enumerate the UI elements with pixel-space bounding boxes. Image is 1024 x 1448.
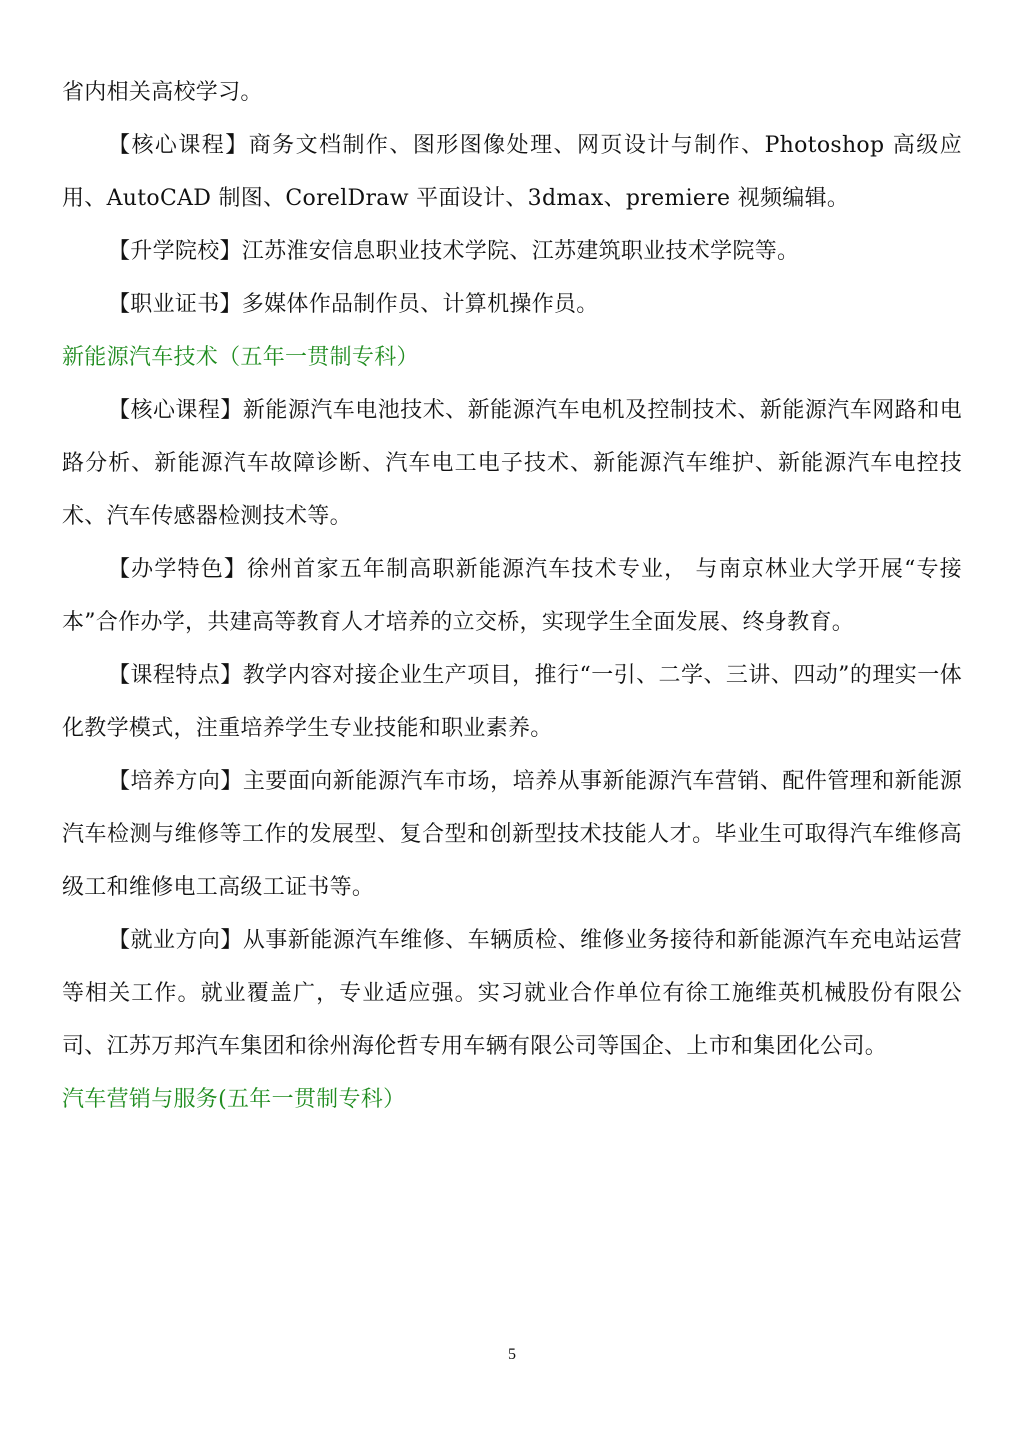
page-number: 5 [508, 1346, 516, 1363]
paragraph-course-features: 【课程特点】教学内容对接企业生产项目，推行“一引、二学、三讲、四动”的理实一体化教学模式，注重培养学生专业技能和职业素养。 [62, 663, 962, 741]
paragraph-school-features: 【办学特色】徐州首家五年制高职新能源汽车技术专业， 与南京林业大学开展“专接本”合作办学，共建高等教育人才培养的立交桥，实现学生全面发展、终身教育。 [62, 557, 962, 635]
paragraph-certificates: 【职业证书】多媒体作品制作员、计算机操作员。 [108, 292, 599, 317]
paragraph-employment-direction: 【就业方向】从事新能源汽车维修、车辆质检、维修业务接待和新能源汽车充电站运营等相关工作。就业覆盖广，专业适应强。实习就业合作单位有徐工施维英机械股份有限公司、江苏万邦汽车集团和徐州海伦哲专用车辆有限公司等国企、上市和集团化公司。 [62, 928, 962, 1059]
paragraph-further-study: 【升学院校】江苏淮安信息职业技术学院、江苏建筑职业技术学院等。 [108, 239, 800, 264]
paragraph-training-direction: 【培养方向】主要面向新能源汽车市场，培养从事新能源汽车营销、配件管理和新能源汽车检测与维修等工作的发展型、复合型和创新型技术技能人才。毕业生可取得汽车维修高级工和维修电工高级工证书等。 [62, 769, 962, 900]
paragraph-continuation: 省内相关高校学习。 [62, 80, 263, 105]
section-heading-new-energy-vehicle: 新能源汽车技术（五年一贯制专科） [62, 345, 419, 370]
document-body [62, 66, 962, 1126]
paragraph-core-courses-nev: 【核心课程】新能源汽车电池技术、新能源汽车电机及控制技术、新能源汽车网路和电路分析、新能源汽车故障诊断、汽车电工电子技术、新能源汽车维护、新能源汽车电控技术、汽车传感器检测技术等。 [62, 398, 962, 529]
section-heading-auto-marketing: 汽车营销与服务(五年一贯制专科） [62, 1087, 406, 1112]
paragraph-core-courses-multimedia: 【核心课程】商务文档制作、图形图像处理、网页设计与制作、Photoshop 高级应用、AutoCAD 制图、CorelDraw 平面设计、3dmax、premiere 视频编辑。 [62, 133, 962, 211]
